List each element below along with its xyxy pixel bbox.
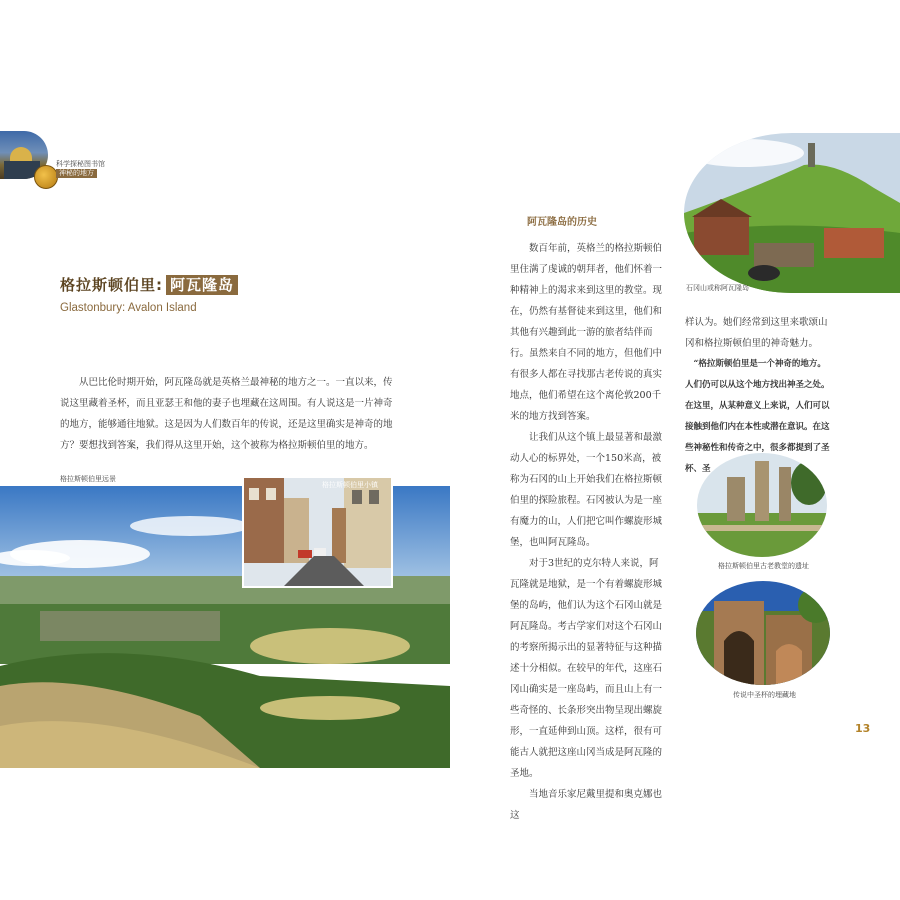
dome-icon [10, 147, 32, 161]
street-caption: 格拉斯顿伯里小镇 [322, 481, 378, 489]
series-label [56, 160, 105, 178]
abbey-ruins-photo [697, 453, 827, 557]
intro-paragraph: 从巴比伦时期开始，阿瓦隆岛就是英格兰最神秘的地方之一。一直以来，传说这里藏着圣杯，而且亚瑟王和他的妻子也埋藏在这周围。有人说这是一片神奇的地方，能够通往地狱。这是因为人们数百年的传说，还是这里确实是神奇的地方？要想找到答案，我们得从这里开始，这个被称为格拉斯顿伯里的地方。 [60, 377, 393, 451]
title-main: 格拉斯顿伯里: [60, 276, 163, 294]
chalice-site-photo [696, 581, 830, 685]
article-paragraph: 让我们从这个镇上最显著和最激动人心的标界处，一个150米高，被称为石冈的山上开始我们在格拉斯顿伯里的探险旅程。石冈被认为是一座有魔力的山，人们把它叫作螺旋形城堡，也叫阿瓦隆岛。 [510, 432, 663, 548]
page-title [60, 274, 238, 295]
article-paragraph: 数百年前，英格兰的格拉斯顿伯里住满了虔诚的朝拜者，他们怀着一种精神上的渴求来到这里的教堂。现在，仍然有基督徒来到这里，他们和其他有兴趣到此一游的旅者结伴而行。虽然来自不同的地方，但他们中有很多人都在寻找那古老传说的真实地点，他们希望在这个离伦敦200千米的地方找到答案。 [510, 243, 663, 422]
landscape-caption: 格拉斯顿伯里远景 [60, 475, 116, 483]
quote-paragraph: “格拉斯顿伯里是一个神奇的地方。人们仍可以从这个地方找出神圣之处。在这里，从某种意义上来说，人们可以接触到他们内在本性或潜在意识。在这些神秘性和传奇之中，很多都提到了圣杯、圣 [685, 359, 830, 474]
street-photo [242, 476, 393, 588]
ruins1-caption: 格拉斯顿伯里古老教堂的遗址 [718, 562, 809, 570]
article-paragraph: 样认为。她们经常到这里来歌颂山冈和格拉斯顿伯里的神奇魅力。 [685, 317, 828, 349]
series-line-2: 神秘的地方 [56, 169, 97, 178]
article-paragraph: 当地音乐家尼戴里提和奥克娜也这 [510, 789, 663, 821]
article-column-1 [510, 238, 668, 826]
series-badge-icon [34, 165, 58, 189]
article-paragraph: 对于3世纪的克尔特人来说，阿瓦隆就是地狱，是一个有着螺旋形城堡的岛屿，他们认为这个石冈山就是阿瓦隆岛。考古学家们对这个石冈山的考察所揭示出的显著特征与这种描述十分相似。在较早的年代，这座石冈山确实是一座岛屿，而且山上有一些奇怪的、长条形突出物呈现出螺旋形，一直延伸到山顶。这样，很有可能古人就把这座山冈当成是阿瓦隆的圣地。 [510, 558, 663, 779]
ruins2-caption: 传说中圣杯的埋藏地 [733, 691, 796, 699]
section-heading: 阿瓦隆岛的历史 [527, 217, 597, 228]
page-subtitle: Glastonbury: Avalon Island [60, 302, 197, 314]
page-number: 13 [855, 722, 871, 735]
title-highlight: 阿瓦隆岛 [166, 275, 238, 295]
series-line-1: 科学探秘图书馆 [56, 160, 105, 168]
tor-caption: 石冈山或称阿瓦隆岛 [686, 284, 749, 292]
tor-photo [684, 133, 900, 293]
